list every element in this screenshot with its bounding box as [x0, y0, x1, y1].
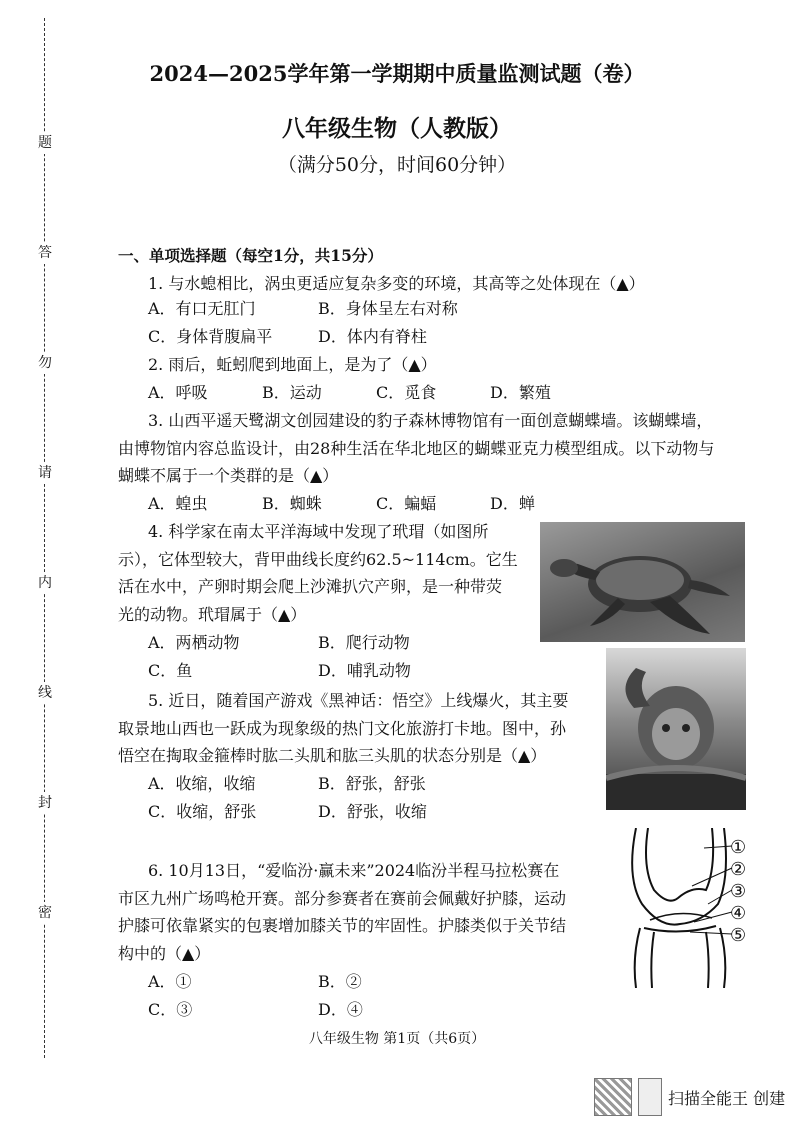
- q3-line: 蝴蝶不属于一个类群的是（▲）: [118, 466, 339, 485]
- diagram-label-1: ①: [730, 837, 747, 858]
- q4-option-a: A．两栖动物: [148, 633, 240, 652]
- watermark-text: 扫描全能王 创建: [668, 1088, 786, 1108]
- q3-option-b: B．蜘蛛: [262, 494, 322, 513]
- q5-option-c: C．收缩，舒张: [148, 802, 257, 821]
- q2-stem: 2. 雨后，蚯蚓爬到地面上，是为了（▲）: [148, 355, 437, 374]
- q5-line: 5. 近日，随着国产游戏《黑神话：悟空》上线爆火，其主要: [148, 691, 569, 710]
- q6-line: 护膝可依靠紧实的包裹增加膝关节的牢固性。护膝类似于关节结: [118, 916, 567, 935]
- q3-line: 由博物馆内容总监设计，由28种生活在华北地区的蝴蝶亚克力模型组成。以下动物与: [118, 439, 715, 458]
- q4-option-b: B．爬行动物: [318, 633, 410, 652]
- q2-option-a: A．呼吸: [148, 383, 208, 402]
- margin-char: 答: [34, 242, 56, 264]
- q4-option-d: D．哺乳动物: [318, 661, 411, 680]
- q6-option-c: C．③: [148, 1000, 193, 1019]
- q4-line: 光的动物。玳瑁属于（▲）: [118, 605, 307, 624]
- q4-line: 4. 科学家在南太平洋海域中发现了玳瑁（如图所: [148, 522, 489, 541]
- q3-option-c: C．蝙蝠: [376, 494, 437, 513]
- q1-option-b: B．身体呈左右对称: [318, 299, 458, 318]
- q4-option-c: C．鱼: [148, 661, 193, 680]
- q5-option-a: A．收缩，收缩: [148, 774, 256, 793]
- q4-line: 活在水中，产卵时期会爬上沙滩扒穴产卵，是一种带荧: [118, 577, 503, 596]
- diagram-label-2: ②: [730, 859, 747, 880]
- q3-option-d: D．蝉: [490, 494, 535, 513]
- q5-option-b: B．舒张，舒张: [318, 774, 426, 793]
- margin-char: 请: [34, 462, 56, 484]
- margin-char: 线: [34, 682, 56, 704]
- q6-option-b: B．②: [318, 972, 362, 991]
- q2-option-b: B．运动: [262, 383, 322, 402]
- exam-info: （满分50分，时间60分钟）: [277, 154, 517, 176]
- scanner-watermark: [594, 1078, 785, 1116]
- section-title: 一、单项选择题（每空1分，共15分）: [118, 246, 383, 265]
- q2-option-c: C．觅食: [376, 383, 437, 402]
- q6-option-d: D．④: [318, 1000, 363, 1019]
- q6-line: 构中的（▲）: [118, 944, 211, 963]
- turtle-photo: [540, 522, 745, 642]
- page-footer: 八年级生物 第1页（共6页）: [308, 1031, 486, 1047]
- wukong-photo: [606, 648, 746, 810]
- q3-option-a: A．蝗虫: [148, 494, 208, 513]
- q6-option-a: A．①: [148, 972, 192, 991]
- exam-title: 2024—2025学年第一学期期中质量监测试题（卷）: [149, 61, 645, 86]
- q5-line: 悟空在掏取金箍棒时肱二头肌和肱三头肌的状态分别是（▲）: [118, 746, 547, 765]
- q2-option-d: D．繁殖: [490, 383, 551, 402]
- diagram-label-5: ⑤: [730, 925, 747, 946]
- margin-char: 题: [34, 132, 56, 154]
- q1-option-a: A．有口无肛门: [148, 299, 256, 318]
- q5-line: 取景地山西也一跃成为现象级的热门文化旅游打卡地。图中，孙: [118, 719, 567, 738]
- diagram-label-3: ③: [730, 881, 747, 902]
- q6-line: 6. 10月13日，“爱临汾·赢未来”2024临汾半程马拉松赛在: [148, 861, 560, 880]
- app-logo-icon: [638, 1078, 662, 1116]
- margin-char: 内: [34, 572, 56, 594]
- exam-subject: 八年级生物（人教版）: [282, 115, 512, 142]
- q4-line: 示），它体型较大，背甲曲线长度约62.5~114cm。它生: [118, 550, 518, 569]
- margin-char: 勿: [34, 352, 56, 374]
- qr-code-icon: [594, 1078, 632, 1116]
- q1-stem: 1. 与水螅相比，涡虫更适应复杂多变的环境，其高等之处体现在（▲）: [148, 274, 645, 293]
- q5-option-d: D．舒张，收缩: [318, 802, 427, 821]
- diagram-label-4: ④: [730, 903, 747, 924]
- margin-char: 密: [34, 902, 56, 924]
- q6-line: 市区九州广场鸣枪开赛。部分参赛者在赛前会佩戴好护膝，运动: [118, 889, 567, 908]
- q3-line: 3. 山西平遥天鹭湖文创园建设的豹子森林博物馆有一面创意蝴蝶墙。该蝴蝶墙，: [148, 411, 713, 430]
- q1-option-d: D．体内有脊柱: [318, 327, 427, 346]
- margin-char: 封: [34, 792, 56, 814]
- knee-joint-diagram: [620, 828, 785, 988]
- q1-option-c: C．身体背腹扁平: [148, 327, 273, 346]
